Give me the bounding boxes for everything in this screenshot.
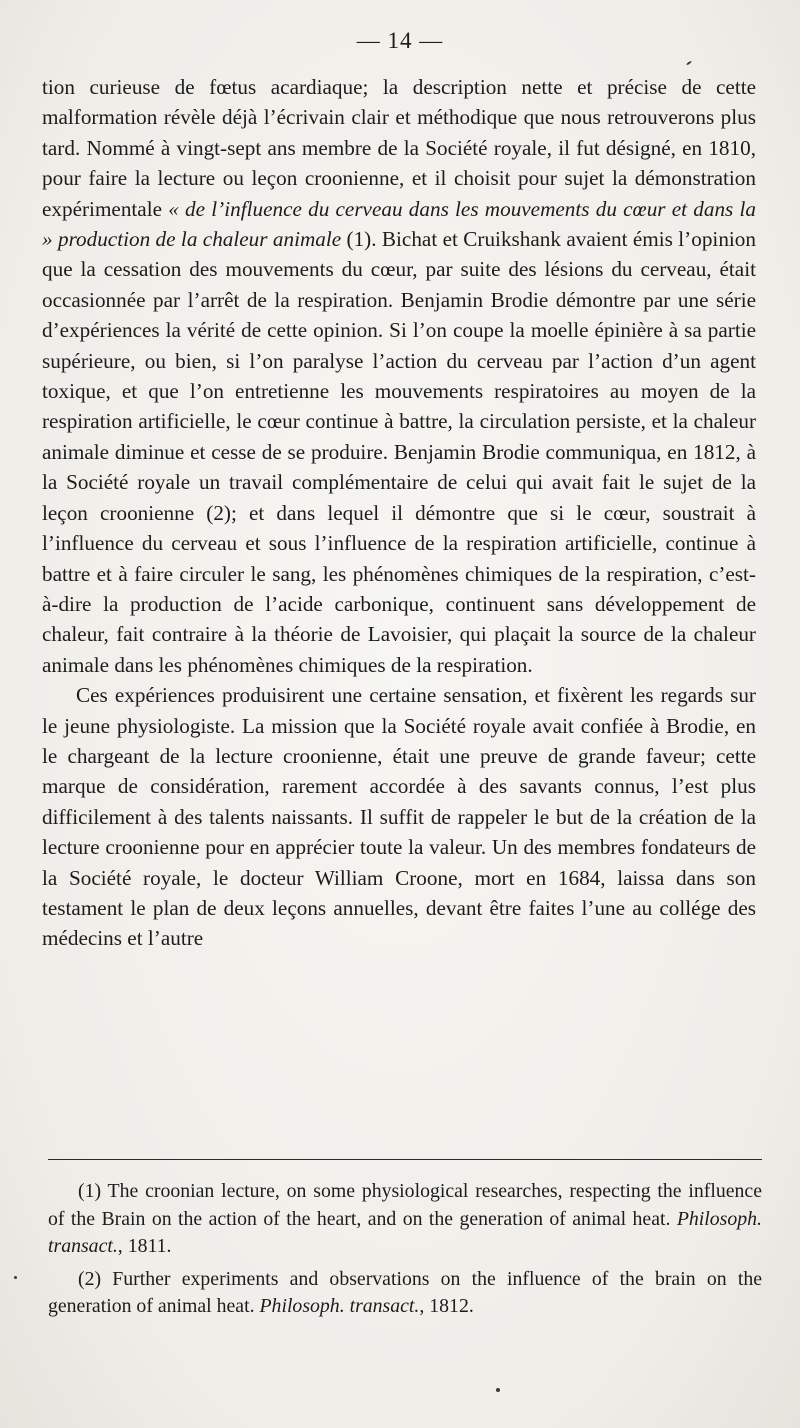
footnote-1-year: , 1811. bbox=[117, 1235, 172, 1257]
footnote-1 bbox=[48, 1178, 762, 1261]
footnote-2 bbox=[48, 1266, 762, 1321]
paragraph-1-rest: (1). Bichat et Cruikshank avaient émis l’opinion que la cessation des mouvements du cœur, par suite des lésions du cerveau, était occasionnée par l’arrêt de la respiration. Benjamin Brodie démontre par une série d’expériences la vérité de cette opinion. Si l’on coupe la moelle épinière à sa partie supérieure, ou bien, si l’on paralyse l’action du cerveau par l’action d’un agent toxique, et que l’on entretienne les mouvements respiratoires au moyen de la respiration artificielle, le cœur continue à battre, la circulation persiste, et la chaleur animale diminue et cesse de se produire. Benjamin Brodie communiqua, en 1812, à la Société royale un travail complémentaire de celui qui avait fait le sujet de la leçon croonienne (2); et dans lequel il démontre que si le cœur, soustrait à l’influence du cerveau et sous l’influence de la respiration artificielle, continue à battre et à faire circuler le sang, les phénomènes chimiques de la respiration, c’est-à-dire la production de l’acide carbonique, continuent sans développement de chaleur, fait contraire à la théorie de Lavoisier, qui plaçait la source de la chaleur animale dans les phénomènes chimiques de la respiration. bbox=[42, 227, 756, 677]
footnote-2-text: (2) Further experiments and observations on the influence of the brain on the generation of animal heat. bbox=[48, 1267, 762, 1317]
footnote-2-year: , 1812. bbox=[419, 1295, 474, 1317]
footnotes bbox=[48, 1178, 762, 1326]
paper-speck bbox=[686, 60, 692, 65]
footnote-divider bbox=[48, 1159, 762, 1160]
paragraph-1-intro: tion curieuse de fœtus acardiaque; la description nette et précise de cette malformation révèle déjà l’écrivain clair et méthodique que nous retrouverons plus tard. Nommé à vingt-sept ans membre de la Société royale, il fut désigné, en 1810, pour faire la lecture ou leçon croonienne, et il choisit pour sujet la démonstration expérimentale bbox=[42, 75, 756, 221]
main-text bbox=[42, 72, 756, 954]
paragraph-1 bbox=[42, 72, 756, 680]
paragraph-2: Ces expériences produisirent une certaine sensation, et fixèrent les regards sur le jeune physiologiste. La mission que la Société royale avait confiée à Brodie, en le chargeant de la lecture croonienne, était une preuve de grande faveur; cette marque de considération, rarement accordée à des savants connus, l’est plus difficilement à des talents naissants. Il suffit de rappeler le but de la création de la lecture croonienne pour en apprécier toute la valeur. Un des membres fondateurs de la Société royale, le docteur William Croone, mort en 1684, laissa dans son testament le plan de deux leçons annuelles, devant être faites l’une au collége des médecins et l’autre bbox=[42, 683, 756, 951]
footnote-1-source: Philosoph. transact. bbox=[48, 1207, 762, 1257]
footnote-2-source: Philosoph. transact. bbox=[259, 1295, 420, 1317]
paper-speck bbox=[14, 1276, 17, 1279]
lecture-title: « de l’influence du cerveau dans les mouvements du cœur et dans la » production de la chaleur animale bbox=[42, 196, 757, 252]
paper-speck bbox=[496, 1388, 500, 1392]
page-number: — 14 — bbox=[356, 28, 444, 53]
footnote-1-text: (1) The croonian lecture, on some physiological researches, respecting the influence of the Brain on the action of the heart, and on the generation of animal heat. bbox=[48, 1180, 762, 1230]
